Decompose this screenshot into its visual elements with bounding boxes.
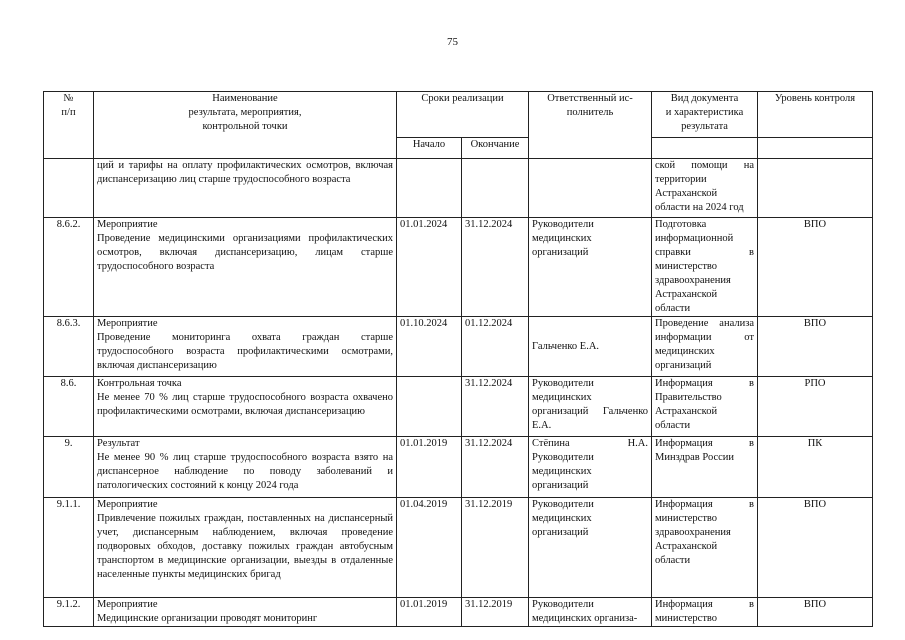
row-document: Подготовка информационной справки в министерство здравоохранения Астраханской области bbox=[652, 218, 758, 317]
row-description bbox=[94, 317, 397, 377]
row-title: Мероприятие bbox=[97, 499, 158, 510]
row-text: ций и тарифы на оплату профилактических осмотров, включая диспансеризацию лиц старше трудоспособного возраста bbox=[97, 160, 393, 185]
row-end-date: 31.12.2019 bbox=[462, 498, 529, 598]
row-start-date: 01.10.2024 bbox=[397, 317, 462, 377]
row-number: 9. bbox=[44, 437, 94, 498]
row-number: 8.6.2. bbox=[44, 218, 94, 317]
row-number: 8.6. bbox=[44, 377, 94, 437]
row-end-date: 01.12.2024 bbox=[462, 317, 529, 377]
page-number: 75 bbox=[447, 36, 458, 48]
row-responsible: Руководители медицинских организаций bbox=[529, 218, 652, 317]
row-end-date bbox=[462, 159, 529, 218]
row-title: Мероприятие bbox=[97, 318, 158, 329]
header-terms: Сроки реализации bbox=[397, 92, 529, 138]
table-row bbox=[44, 317, 873, 377]
row-control-level: ВПО bbox=[758, 498, 873, 598]
row-text: Не менее 70 % лиц старше трудоспособного возраста охвачено профилактическими осмотрами, включая диспансеризацию bbox=[97, 392, 393, 417]
row-text: Не менее 90 % лиц старше трудоспособного возраста взято на диспансерное наблюдение по поводу заболеваний и патологических состояний к концу 2024 года bbox=[97, 452, 393, 491]
row-responsible: Гальченко Е.А. bbox=[529, 317, 652, 377]
row-text: Медицинские организации проводят мониторинг bbox=[97, 613, 318, 624]
row-start-date: 01.04.2019 bbox=[397, 498, 462, 598]
row-control-level: РПО bbox=[758, 377, 873, 437]
row-number: 9.1.1. bbox=[44, 498, 94, 598]
row-control-level bbox=[758, 159, 873, 218]
row-document: ской помощи на территории Астраханской области на 2024 год bbox=[652, 159, 758, 218]
row-control-level: ВПО bbox=[758, 317, 873, 377]
row-end-date: 31.12.2024 bbox=[462, 218, 529, 317]
header-document: Вид документа и характеристика результата bbox=[652, 92, 758, 138]
row-description bbox=[94, 598, 397, 627]
row-responsible: Руководители медицинских организаций bbox=[529, 498, 652, 598]
row-document: Информация в министерство здравоохранения Астраханской области bbox=[652, 498, 758, 598]
header-end: Окончание bbox=[462, 138, 529, 159]
row-responsible bbox=[529, 159, 652, 218]
row-text: Проведение медицинскими организациями профилактических осмотров, включая диспансеризацию, лицам старше трудоспособного возраста bbox=[97, 233, 393, 272]
table-row bbox=[44, 159, 873, 218]
row-title: Мероприятие bbox=[97, 599, 158, 610]
table-row bbox=[44, 377, 873, 437]
header-document-blank bbox=[652, 138, 758, 159]
row-title: Мероприятие bbox=[97, 219, 158, 230]
row-responsible: Руководители медицинских организаций Гальченко Е.А. bbox=[529, 377, 652, 437]
row-number: 9.1.2. bbox=[44, 598, 94, 627]
header-start: Начало bbox=[397, 138, 462, 159]
row-control-level: ВПО bbox=[758, 218, 873, 317]
row-start-date bbox=[397, 159, 462, 218]
row-description bbox=[94, 377, 397, 437]
row-control-level: ПК bbox=[758, 437, 873, 498]
row-end-date: 31.12.2019 bbox=[462, 598, 529, 627]
row-number bbox=[44, 159, 94, 218]
row-start-date bbox=[397, 377, 462, 437]
table-row bbox=[44, 498, 873, 598]
implementation-plan-table bbox=[43, 91, 873, 627]
row-description bbox=[94, 159, 397, 218]
row-text: Привлечение пожилых граждан, поставленных на диспансерный учет, диспансерным наблюдением, включая проведение подворовых обходов, доставку пожилых граждан автобусным транспортом в медицинские организации, выезды в отдаленные населенные пункты медицинских бригад bbox=[97, 513, 393, 580]
table-row bbox=[44, 218, 873, 317]
header-control-level: Уровень контроля bbox=[758, 92, 873, 138]
row-text: Проведение мониторинга охвата граждан старше трудоспособного возраста профилактическими осмотрами, включая диспансеризацию bbox=[97, 332, 393, 371]
header-level-blank bbox=[758, 138, 873, 159]
row-document: Информация в министерство bbox=[652, 598, 758, 627]
table-row bbox=[44, 598, 873, 627]
row-description bbox=[94, 498, 397, 598]
row-description bbox=[94, 437, 397, 498]
header-responsible: Ответственный ис- полнитель bbox=[529, 92, 652, 159]
row-number: 8.6.3. bbox=[44, 317, 94, 377]
header-name: Наименование результата, мероприятия, контрольной точки bbox=[94, 92, 397, 159]
row-document: Проведение анализа информации от медицинских организаций bbox=[652, 317, 758, 377]
row-start-date: 01.01.2019 bbox=[397, 437, 462, 498]
row-responsible: Руководители медицинских организа- bbox=[529, 598, 652, 627]
row-end-date: 31.12.2024 bbox=[462, 437, 529, 498]
row-document: Информация в Минздрав России bbox=[652, 437, 758, 498]
row-title: Контрольная точка bbox=[97, 378, 182, 389]
row-responsible: Стёпина Н.А. Руководители медицинских организаций bbox=[529, 437, 652, 498]
row-control-level: ВПО bbox=[758, 598, 873, 627]
row-start-date: 01.01.2024 bbox=[397, 218, 462, 317]
row-document: Информация в Правительство Астраханской области bbox=[652, 377, 758, 437]
row-start-date: 01.01.2019 bbox=[397, 598, 462, 627]
header-number: № п/п bbox=[44, 92, 94, 159]
row-end-date: 31.12.2024 bbox=[462, 377, 529, 437]
row-description bbox=[94, 218, 397, 317]
table-row bbox=[44, 437, 873, 498]
row-title: Результат bbox=[97, 438, 140, 449]
